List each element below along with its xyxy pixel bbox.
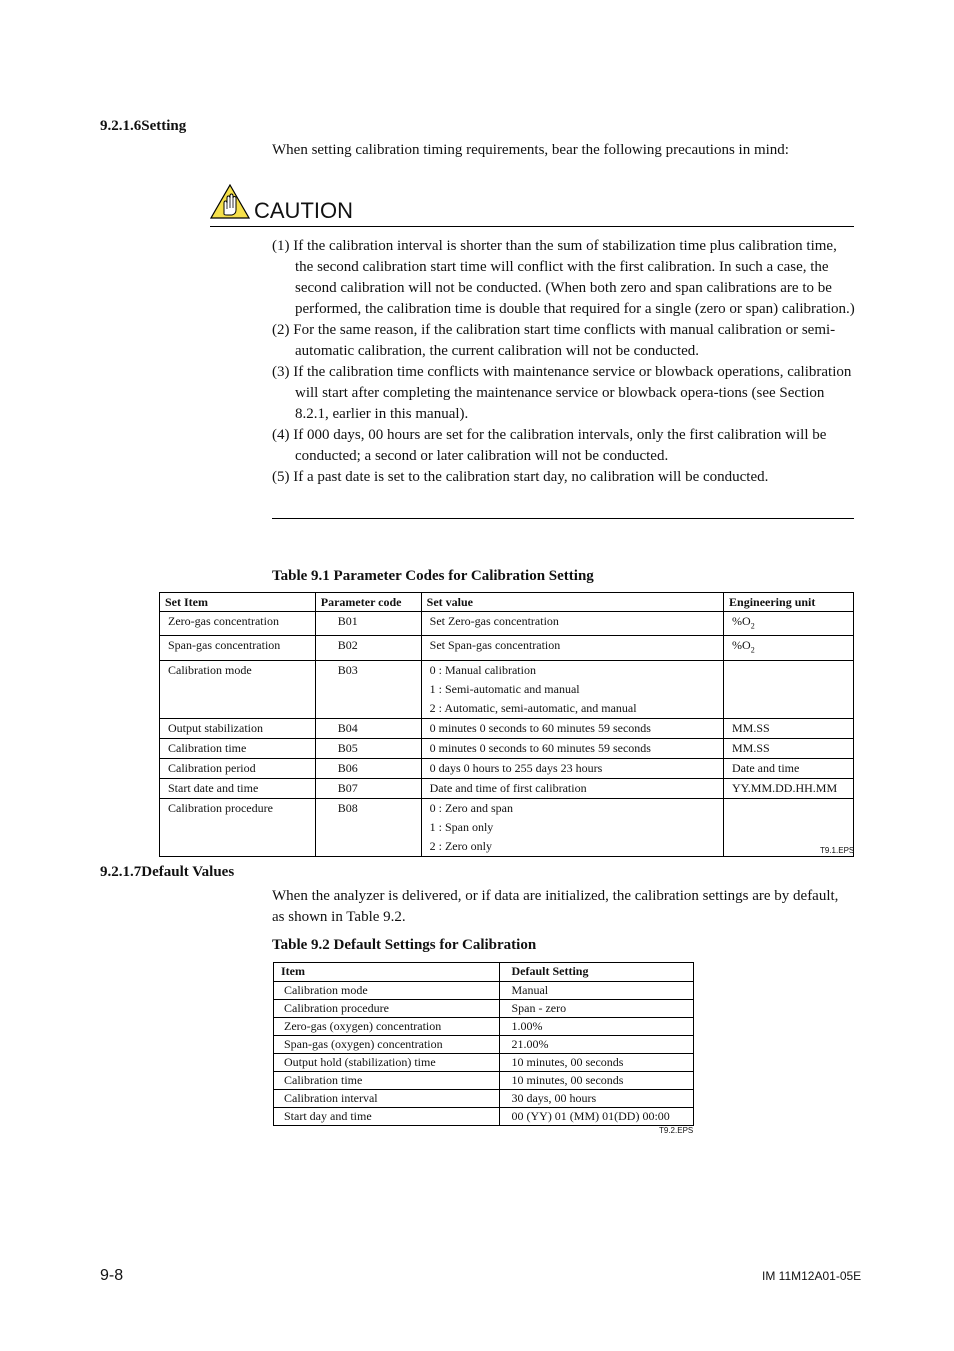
caution-item: (1) If the calibration interval is shorter than the sum of stabilization time plus calibration time, the second calibration start time will conflict with the first calibration. In such a case, the second calibration will not be conducted. (When both zero and span calibrations are to be performed, the calibration time is double that required for a single (zero or span) calibration.)	[272, 238, 855, 317]
table-row	[274, 1108, 694, 1126]
table-header-row	[160, 593, 854, 612]
item-cell: Calibration interval	[274, 1090, 500, 1108]
engineering-unit-cell	[724, 738, 854, 758]
column-header: Item	[274, 963, 500, 982]
column-header: Set Item	[160, 593, 316, 612]
caution-divider	[210, 226, 854, 227]
set-value-line: 0 : Zero and span	[429, 800, 513, 815]
item-cell: Zero-gas (oxygen) concentration	[274, 1018, 500, 1036]
table-row	[274, 1072, 694, 1090]
set-item-cell: Start date and time	[160, 778, 316, 798]
table1-eps-label: T9.1.EPS	[820, 846, 855, 855]
set-item-cell: Calibration time	[160, 738, 316, 758]
setting-intro: When setting calibration timing requirements, bear the following precautions in mind:	[272, 142, 789, 158]
table-row	[160, 778, 854, 798]
set-value-line: 0 : Manual calibration	[429, 662, 536, 677]
document-id: IM 11M12A01-05E	[762, 1269, 862, 1283]
set-value-cell	[421, 778, 723, 798]
set-value-cell	[421, 612, 723, 636]
unit-text: Date and time	[732, 760, 800, 775]
set-item-cell: Output stabilization	[160, 718, 316, 738]
item-cell: Calibration procedure	[274, 1000, 500, 1018]
parameter-code-cell: B02	[315, 636, 421, 660]
default-setting-cell: Manual	[500, 982, 694, 1000]
default-setting-cell: 10 minutes, 00 seconds	[500, 1072, 694, 1090]
item-cell: Calibration mode	[274, 982, 500, 1000]
table-header-row	[274, 963, 694, 982]
table-row	[274, 1036, 694, 1054]
unit-text: MM.SS	[732, 720, 770, 735]
caution-list	[272, 236, 856, 488]
table-row	[274, 1090, 694, 1108]
table-row	[160, 758, 854, 778]
set-value-cell	[421, 738, 723, 758]
parameter-codes-table	[159, 592, 854, 857]
item-cell: Output hold (stabilization) time	[274, 1054, 500, 1072]
unit-text: %O	[732, 614, 751, 628]
item-cell: Span-gas (oxygen) concentration	[274, 1036, 500, 1054]
set-value-line: 1 : Semi-automatic and manual	[429, 681, 580, 696]
item-cell: Calibration time	[274, 1072, 500, 1090]
section-heading-default-values: 9.2.1.7Default Values	[100, 864, 235, 880]
unit-text: %O	[732, 638, 751, 653]
default-settings-table	[273, 962, 694, 1126]
set-value-cell	[421, 798, 723, 856]
column-header: Parameter code	[315, 593, 421, 612]
set-value-cell	[421, 636, 723, 660]
set-value-line: Date and time of first calibration	[429, 780, 587, 795]
section-heading-setting: 9.2.1.6Setting	[100, 118, 187, 134]
set-value-line: 2 : Zero only	[429, 838, 492, 853]
table-row	[274, 1018, 694, 1036]
caution-item: (4) If 000 days, 00 hours are set for the calibration intervals, only the first calibration will be conducted; a second or later calibration will not be conducted.	[272, 427, 827, 464]
set-value-cell	[421, 758, 723, 778]
parameter-code-cell: B07	[315, 778, 421, 798]
set-item-cell: Calibration mode	[160, 660, 316, 718]
page-number: 9-8	[100, 1267, 124, 1284]
set-value-line: Set Zero-gas concentration	[429, 614, 559, 628]
set-item-cell: Zero-gas concentration	[160, 612, 316, 636]
unit-text: YY.MM.DD.HH.MM	[732, 780, 838, 795]
set-value-cell	[421, 660, 723, 718]
default-values-intro: When the analyzer is delivered, or if data are initialized, the calibration settings are by default, as shown in Table 9.2.	[272, 888, 839, 925]
table-row	[160, 660, 854, 718]
parameter-code-cell: B01	[315, 612, 421, 636]
parameter-code-cell: B04	[315, 718, 421, 738]
table-row	[274, 982, 694, 1000]
set-value-line: 0 minutes 0 seconds to 60 minutes 59 seconds	[429, 740, 651, 755]
engineering-unit-cell	[724, 636, 854, 660]
engineering-unit-cell	[724, 612, 854, 636]
set-item-cell: Calibration period	[160, 758, 316, 778]
engineering-unit-cell	[724, 758, 854, 778]
default-setting-cell: 30 days, 00 hours	[500, 1090, 694, 1108]
set-item-cell: Span-gas concentration	[160, 636, 316, 660]
table2-title: Table 9.2 Default Settings for Calibration	[272, 937, 537, 953]
column-header: Engineering unit	[724, 593, 854, 612]
default-setting-cell: 10 minutes, 00 seconds	[500, 1054, 694, 1072]
unit-text: MM.SS	[732, 740, 770, 755]
parameter-code-cell: B03	[315, 660, 421, 718]
unit-subscript: 2	[750, 645, 755, 655]
column-header: Set value	[421, 593, 723, 612]
caution-title: CAUTION	[254, 198, 353, 223]
column-header: Default Setting	[500, 963, 694, 982]
set-value-line: 0 days 0 hours to 255 days 23 hours	[429, 760, 603, 775]
set-value-line: Set Span-gas concentration	[429, 638, 561, 653]
parameter-code-cell: B06	[315, 758, 421, 778]
table-row	[160, 718, 854, 738]
caution-item: (5) If a past date is set to the calibration start day, no calibration will be conducted.	[272, 469, 769, 485]
caution-bottom-divider	[272, 518, 854, 519]
table-row	[274, 1000, 694, 1018]
parameter-code-cell: B08	[315, 798, 421, 856]
table-row	[160, 612, 854, 636]
table-row	[160, 738, 854, 758]
caution-item: (2) For the same reason, if the calibration start time conflicts with manual calibration or semi-automatic calibration, the current calibration will not be conducted.	[272, 322, 836, 359]
default-setting-cell: Span - zero	[500, 1000, 694, 1018]
unit-subscript: 2	[750, 621, 755, 631]
set-value-line: 0 minutes 0 seconds to 60 minutes 59 seconds	[429, 720, 651, 735]
set-value-cell	[421, 718, 723, 738]
set-value-line: 1 : Span only	[429, 819, 494, 834]
table-row	[160, 636, 854, 660]
caution-item: (3) If the calibration time conflicts with maintenance service or blowback operations, calibration will start after completing the maintenance service or blowback opera-tions (see Section 8.2.1, earlier in this manual).	[272, 364, 852, 422]
engineering-unit-cell	[724, 718, 854, 738]
engineering-unit-cell	[724, 660, 854, 718]
caution-hand-icon	[210, 184, 250, 220]
set-value-line: 2 : Automatic, semi-automatic, and manual	[429, 700, 637, 715]
default-setting-cell: 21.00%	[500, 1036, 694, 1054]
default-setting-cell: 1.00%	[500, 1018, 694, 1036]
engineering-unit-cell	[724, 778, 854, 798]
table-row	[274, 1054, 694, 1072]
table-row	[160, 798, 854, 856]
parameter-code-cell: B05	[315, 738, 421, 758]
table1-title: Table 9.1 Parameter Codes for Calibration Setting	[272, 568, 594, 584]
table2-eps-label: T9.2.EPS	[659, 1126, 694, 1135]
set-item-cell: Calibration procedure	[160, 798, 316, 856]
item-cell: Start day and time	[274, 1108, 500, 1126]
default-setting-cell: 00 (YY) 01 (MM) 01(DD) 00:00	[500, 1108, 694, 1126]
